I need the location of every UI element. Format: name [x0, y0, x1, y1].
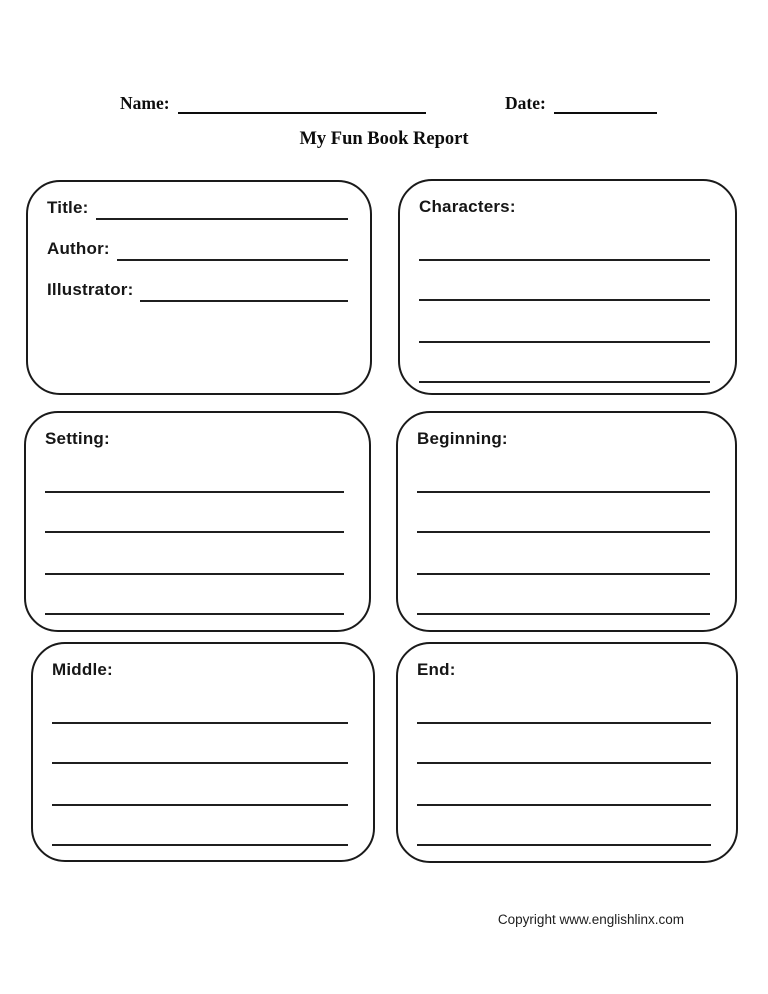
writing-line — [419, 341, 710, 343]
date-label: Date: — [505, 93, 546, 113]
title-blank-line — [96, 195, 348, 220]
name-blank-line — [178, 92, 426, 114]
writing-line — [45, 573, 344, 575]
box-beginning — [396, 411, 737, 632]
writing-line — [419, 259, 710, 261]
copyright-text: Copyright www.englishlinx.com — [497, 912, 684, 927]
writing-line — [52, 844, 348, 846]
writing-line — [45, 491, 344, 493]
author-blank-line — [117, 236, 348, 261]
date-blank-line — [554, 92, 657, 114]
illustrator-blank-line — [140, 277, 348, 302]
writing-line — [417, 531, 710, 533]
characters-label: Characters: — [419, 197, 516, 216]
illustrator-field-row — [47, 277, 348, 303]
writing-line — [417, 722, 711, 724]
box-end — [396, 642, 738, 863]
middle-label: Middle: — [52, 660, 113, 679]
box-setting — [24, 411, 371, 632]
name-field — [120, 90, 426, 114]
box-book-info — [26, 180, 372, 395]
writing-line — [52, 722, 348, 724]
writing-line — [417, 613, 710, 615]
author-field-row — [47, 236, 348, 262]
box-middle — [31, 642, 375, 862]
title-label: Title: — [47, 198, 89, 217]
box-characters — [398, 179, 737, 395]
author-label: Author: — [47, 239, 110, 258]
title-field-row — [47, 195, 348, 221]
setting-label: Setting: — [45, 429, 110, 448]
writing-line — [45, 613, 344, 615]
writing-line — [417, 491, 710, 493]
writing-line — [419, 299, 710, 301]
writing-line — [419, 381, 710, 383]
writing-line — [52, 762, 348, 764]
worksheet-title: My Fun Book Report — [299, 129, 469, 149]
end-label: End: — [417, 660, 456, 679]
writing-line — [417, 573, 710, 575]
writing-line — [417, 762, 711, 764]
writing-line — [417, 844, 711, 846]
writing-line — [52, 804, 348, 806]
beginning-label: Beginning: — [417, 429, 508, 448]
writing-line — [45, 531, 344, 533]
illustrator-label: Illustrator: — [47, 280, 134, 299]
writing-line — [417, 804, 711, 806]
name-label: Name: — [120, 93, 170, 113]
date-field — [505, 90, 657, 114]
